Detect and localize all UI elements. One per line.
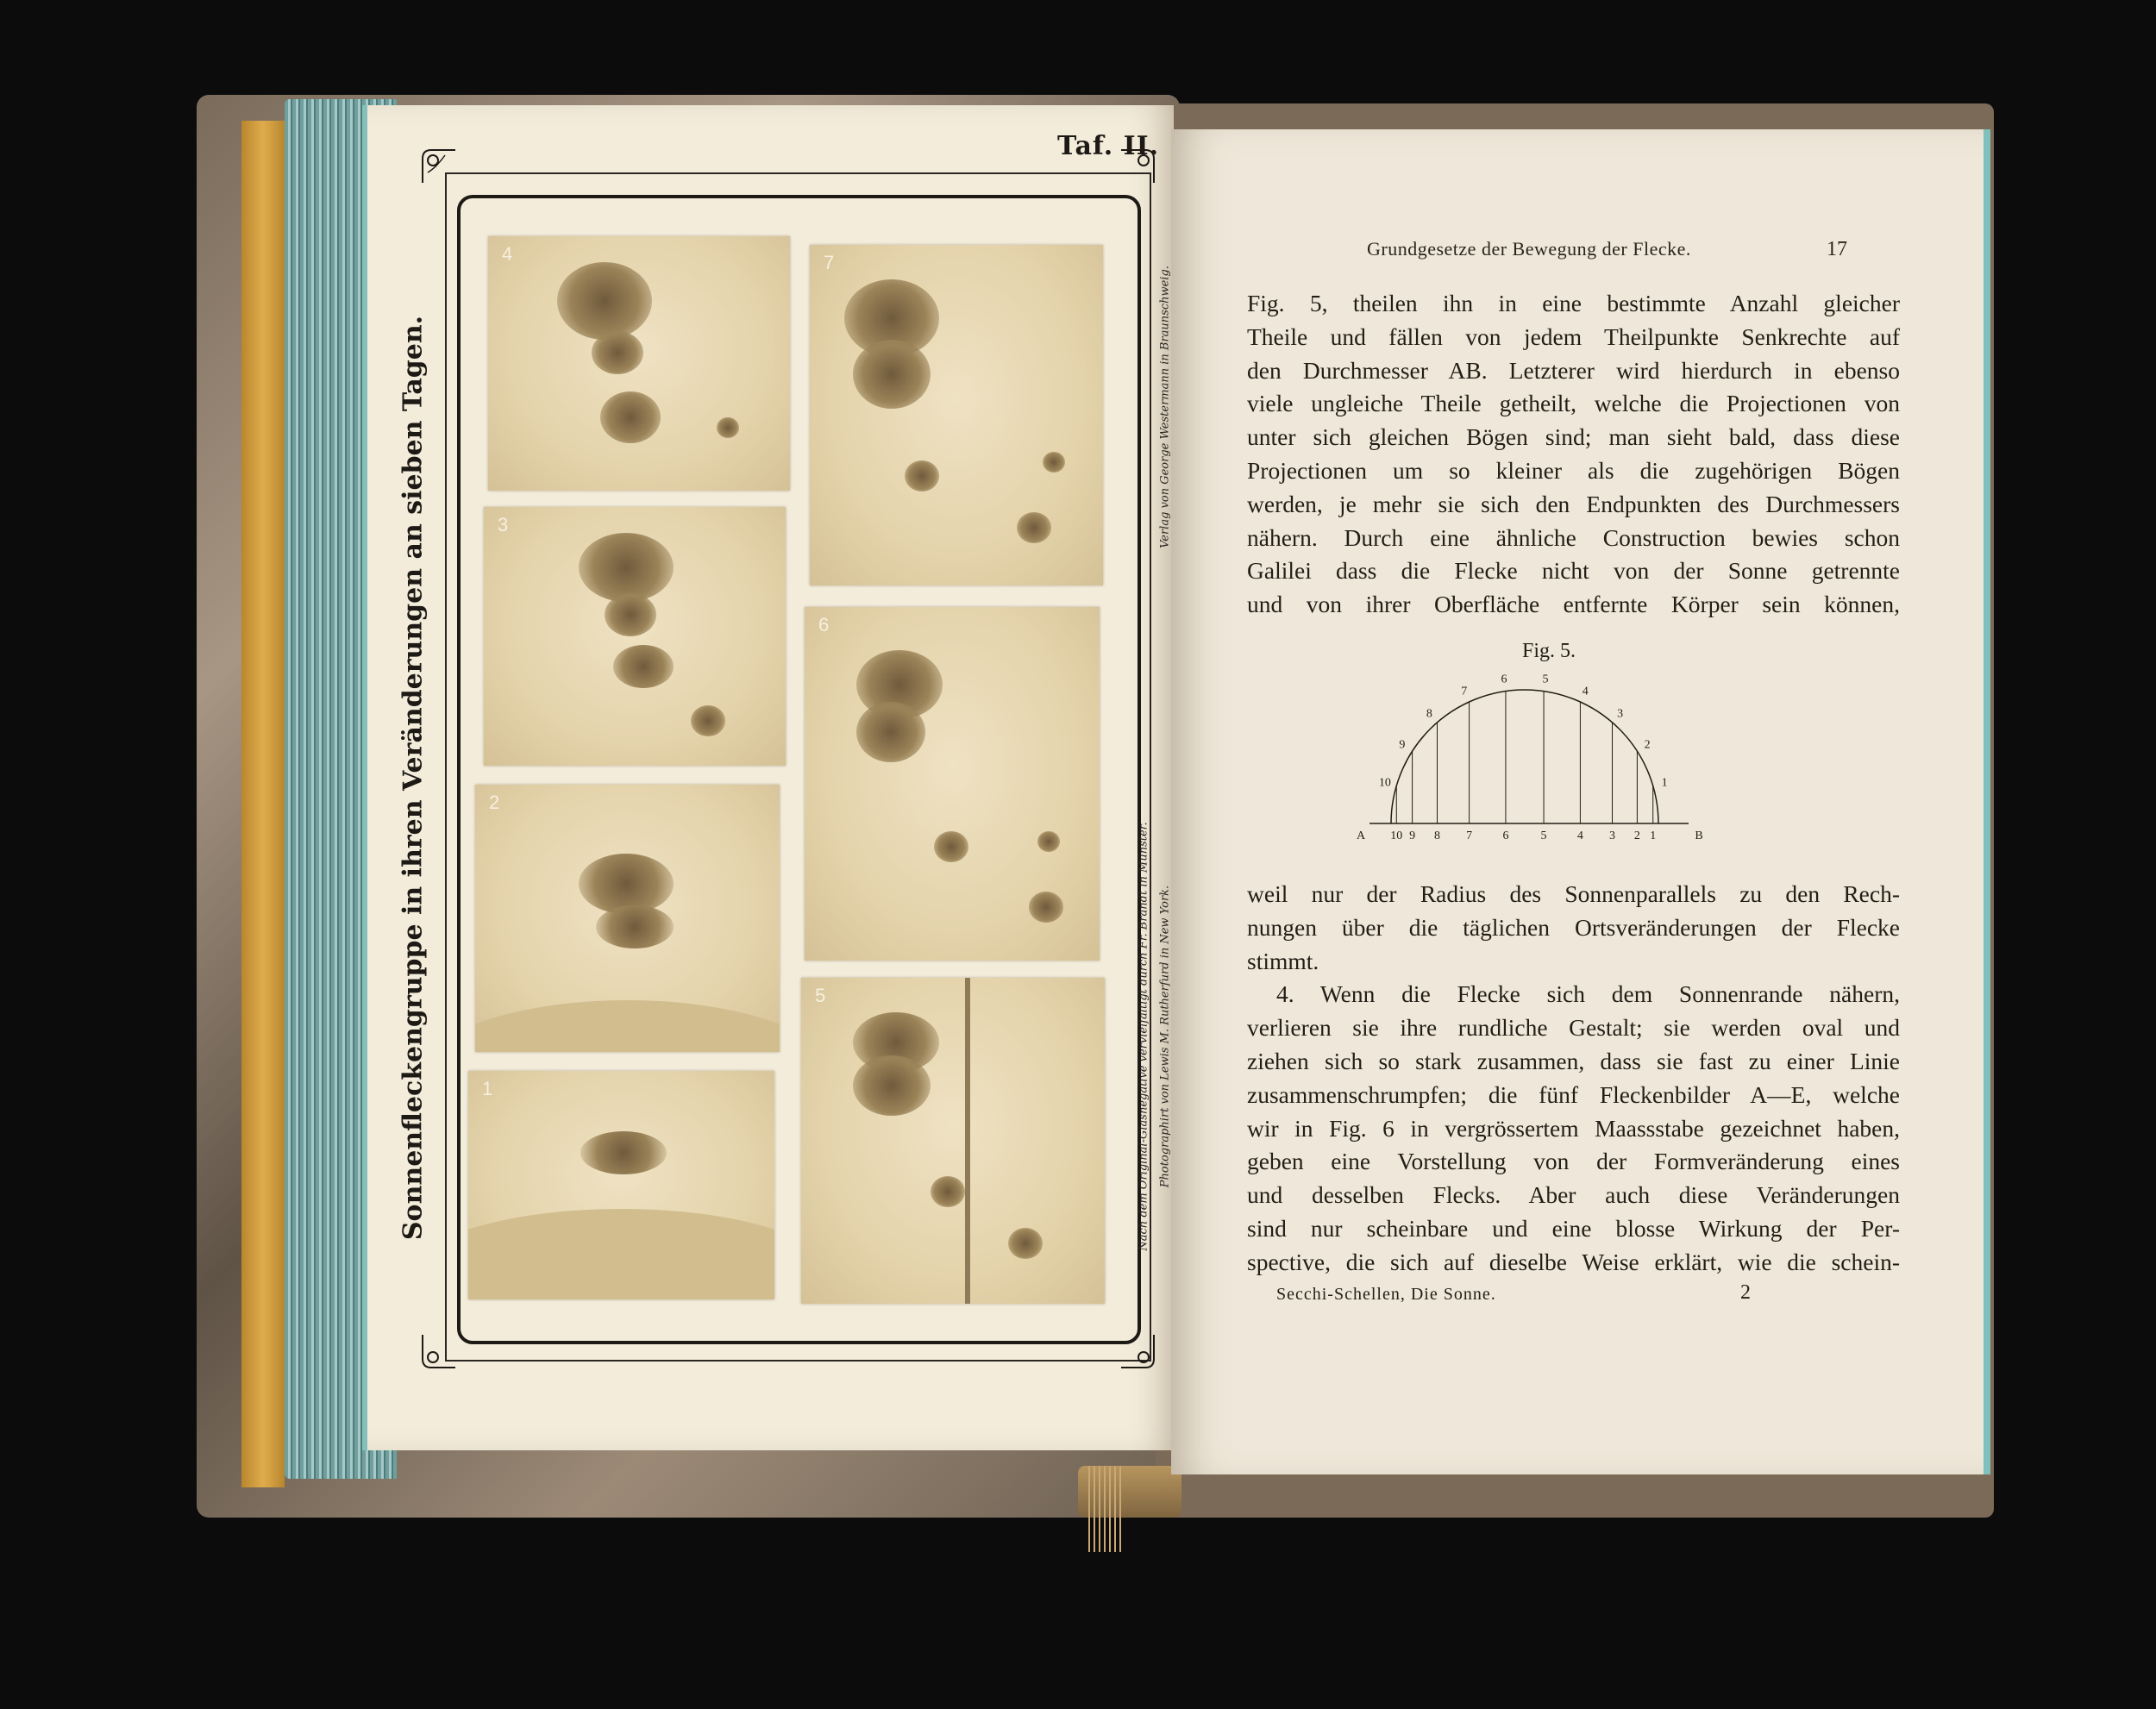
text-line: ziehen sich so stark zusammen, dass sie fast zu einer Linie <box>1247 1047 1900 1074</box>
photo-number: 4 <box>502 243 513 265</box>
semicircle-projection-figure <box>1352 668 1714 854</box>
arc-point-label: 2 <box>1644 738 1651 752</box>
text-line: weil nur der Radius des Sonnenparallels zu den Rech- <box>1247 880 1900 907</box>
arc-point-label: 8 <box>1426 707 1432 721</box>
sunspot-photo-5 <box>801 978 1105 1304</box>
base-point-label: 8 <box>1433 829 1440 842</box>
text-line: 4. Wenn die Flecke sich dem Sonnenrande nähern, <box>1276 980 1900 1008</box>
endpoint-label-b: B <box>1695 829 1703 842</box>
sunspot-photo-6 <box>805 607 1100 961</box>
photo-number: 6 <box>818 614 830 635</box>
text-line: viele ungleiche Theile getheilt, welche die Projectionen von <box>1247 390 1900 417</box>
text-line: Projectionen um so kleiner als die zugehörigen Bögen <box>1247 456 1900 484</box>
arc-point-label: 7 <box>1461 685 1468 698</box>
text-line: geben eine Vorstellung von der Formveränderung eines <box>1247 1148 1900 1175</box>
text-line: nungen über die täglichen Ortsveränderungen der Flecke <box>1247 913 1900 941</box>
page-number: 17 <box>1827 238 1847 260</box>
base-point-label: 1 <box>1650 829 1657 842</box>
text-line: verlieren sie ihre rundliche Gestalt; sie werden oval und <box>1247 1014 1900 1042</box>
figure-caption: Fig. 5. <box>1522 640 1576 662</box>
text-line: und von ihrer Oberfläche entfernte Körper sein können, <box>1247 591 1900 618</box>
arc-point-label: 4 <box>1582 685 1589 698</box>
text-line: und desselben Flecks. Aber auch diese Veränderungen <box>1247 1181 1900 1209</box>
photo-number: 5 <box>815 985 826 1006</box>
arc-point-label: 3 <box>1617 707 1624 721</box>
text-line: spective, die sich auf dieselbe Weise erklärt, wie die schein- <box>1247 1248 1900 1275</box>
endpoint-label-a: A <box>1356 829 1366 842</box>
photo-number: 3 <box>498 514 509 535</box>
right-page-text <box>1171 129 1990 1474</box>
photo-number: 2 <box>489 792 500 813</box>
arc-point-label: 1 <box>1661 776 1668 790</box>
footer-signature-number: 2 <box>1740 1281 1751 1304</box>
sunspot-photo-2 <box>475 785 780 1052</box>
sunspot-photo-3 <box>484 507 786 766</box>
base-point-label: 9 <box>1409 829 1416 842</box>
running-head: Grundgesetze der Bewegung der Flecke. <box>1367 238 1691 260</box>
ornament-icon <box>419 147 459 186</box>
base-point-label: 5 <box>1540 829 1547 842</box>
text-line: unter sich gleichen Bögen sind; man sieht bald, dass diese <box>1247 423 1900 451</box>
text-line: den Durchmesser AB. Letzterer wird hierdurch in ebenso <box>1247 356 1900 384</box>
text-line: nähern. Durch eine ähnliche Construction bewies schon <box>1247 523 1900 551</box>
arc-point-label: 9 <box>1399 738 1406 752</box>
photographer-credit-text: Photographirt von Lewis M. Rutherfurd in New York. <box>1158 885 1172 1188</box>
arc-point-label: 6 <box>1501 673 1507 686</box>
printer-credit <box>1126 364 1161 1709</box>
text-block-bottom <box>1247 878 1900 1280</box>
sunspot-photo-1 <box>468 1071 774 1299</box>
text-line: Galilei dass die Flecke nicht von der Sonne getrennte <box>1247 557 1900 585</box>
arc-point-label: 5 <box>1542 673 1549 686</box>
text-block-top <box>1247 287 1900 622</box>
text-line: Fig. 5, theilen ihn in eine bestimmte Anzahl gleicher <box>1247 290 1900 316</box>
photo-number: 7 <box>824 252 835 273</box>
photo-number: 1 <box>482 1078 493 1099</box>
sunspot-photo-7 <box>810 245 1103 585</box>
base-point-label: 2 <box>1633 829 1640 842</box>
text-line: Theile und fällen von jedem Theilpunkte Senkrechte auf <box>1247 322 1900 350</box>
printer-credit-text: Nach dem Original-Glasnegative vervielfältigt durch Fr. Brandt in Münster. <box>1137 822 1150 1251</box>
publisher-credit-text: Verlag von George Westermann in Braunschweig. <box>1158 266 1172 548</box>
base-point-label: 3 <box>1609 829 1616 842</box>
arc-point-label: 10 <box>1378 776 1391 790</box>
sunspot-photo-4 <box>488 236 790 491</box>
footer-signature: Secchi-Schellen, Die Sonne. <box>1276 1285 1496 1304</box>
ornament-icon <box>419 1331 459 1371</box>
text-line: werden, je mehr sie sich den Endpunkten des Durchmessers <box>1247 490 1900 517</box>
text-line: sind nur scheinbare und eine blosse Wirkung der Per- <box>1247 1214 1900 1242</box>
text-line: zusammenschrumpfen; die fünf Fleckenbilder A—E, welche <box>1247 1080 1900 1108</box>
text-line: stimmt. <box>1247 947 1319 974</box>
left-page-plate <box>362 105 1174 1450</box>
base-point-label: 7 <box>1466 829 1473 842</box>
base-point-label: 6 <box>1502 829 1509 842</box>
binding-threads <box>1088 1466 1123 1552</box>
text-line: wir in Fig. 6 in vergrössertem Maassstabe gezeichnet haben, <box>1247 1114 1900 1142</box>
gilt-page-edge <box>241 121 285 1487</box>
base-point-label: 4 <box>1576 829 1583 842</box>
plate-title: Sonnenfleckengruppe in ihren Veränderungen an sieben Tagen. <box>398 315 428 1241</box>
plate-label: Taf. II. <box>1057 131 1160 161</box>
base-point-label: 10 <box>1390 829 1403 842</box>
